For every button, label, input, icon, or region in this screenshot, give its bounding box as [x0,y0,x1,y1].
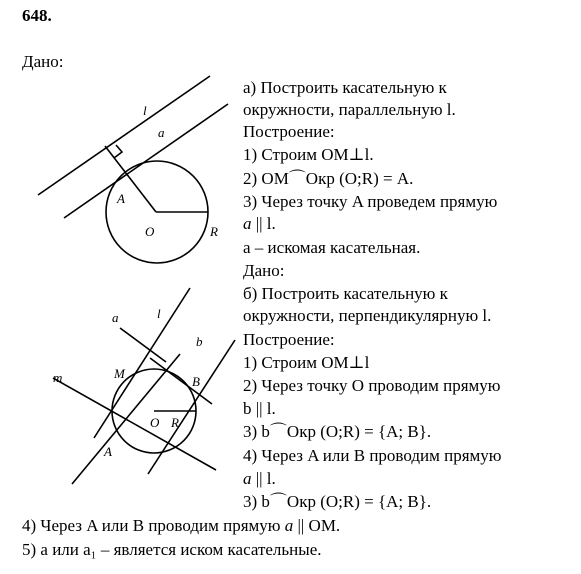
fig2-label-b: b [196,334,203,349]
part-b-step-4a: 4) Через A или B проводим прямую [243,446,502,465]
part-a-task-2: окружности, параллельную l. [243,100,456,119]
fig1-label-a: a [158,125,165,140]
right-angle-mark [114,145,122,158]
fig2-label-O: O [150,415,160,430]
part-b-construction: Построение: [243,330,335,349]
part-b-step-3-repeat: 3) b⌒Окр (O;R) = {A; B}. [243,492,432,511]
part-a-step-3a: 3) Через точку A проведем прямую [243,192,498,211]
part-a-step-2: 2) OM⌒Окр (O;R) = A. [243,169,414,188]
part-b-step-2b: b || l. [243,399,276,418]
part-b-task-2: окружности, перпендикулярную l. [243,306,492,325]
part-b-step-4b: a || l. [243,469,276,488]
line-tangent-A [72,354,180,484]
part-a-step-4: a – искомая касательная. [243,238,421,257]
part-a-task-1: а) Построить касательную к [243,78,447,97]
part-b-step-2a: 2) Через точку O проводим прямую [243,376,501,395]
part-a-step-3b: a || l. [243,214,276,233]
fig1-label-l: l [143,103,147,118]
part-b-step-1: 1) Строим OM⊥l [243,353,370,372]
part-b-task-1: б) Построить касательную к [243,284,448,303]
final-line-4: 4) Через A или B проводим прямую a || OM. [22,516,341,535]
fig1-label-O: O [145,224,155,239]
fig2-label-M: M [114,366,125,381]
part-a-step-1: 1) Строим OM⊥l. [243,145,374,164]
given-label: Дано: [22,52,64,71]
fig1-label-R: R [210,224,218,239]
fig2-label-B: B [192,374,200,389]
line-tangent-B [148,340,235,474]
fig2-label-a: a [112,310,119,325]
part-b-step-3: 3) b⌒Окр (O;R) = {A; B}. [243,422,432,441]
final-line-5: 5) a или a₁ – является иском касательные. [22,540,322,559]
fig1-label-A: A [117,191,125,206]
part-a-construction: Построение: [243,122,335,141]
fig2-label-l: l [157,306,161,321]
fig2-label-m: m [53,370,63,385]
segment-OM [105,146,156,212]
fig2-label-R: R [171,415,179,430]
line-a2 [120,328,166,362]
problem-number: 648. [22,6,52,25]
line-b [150,358,212,404]
fig2-label-A: A [104,444,112,459]
given-label-2: Дано: [243,261,285,280]
